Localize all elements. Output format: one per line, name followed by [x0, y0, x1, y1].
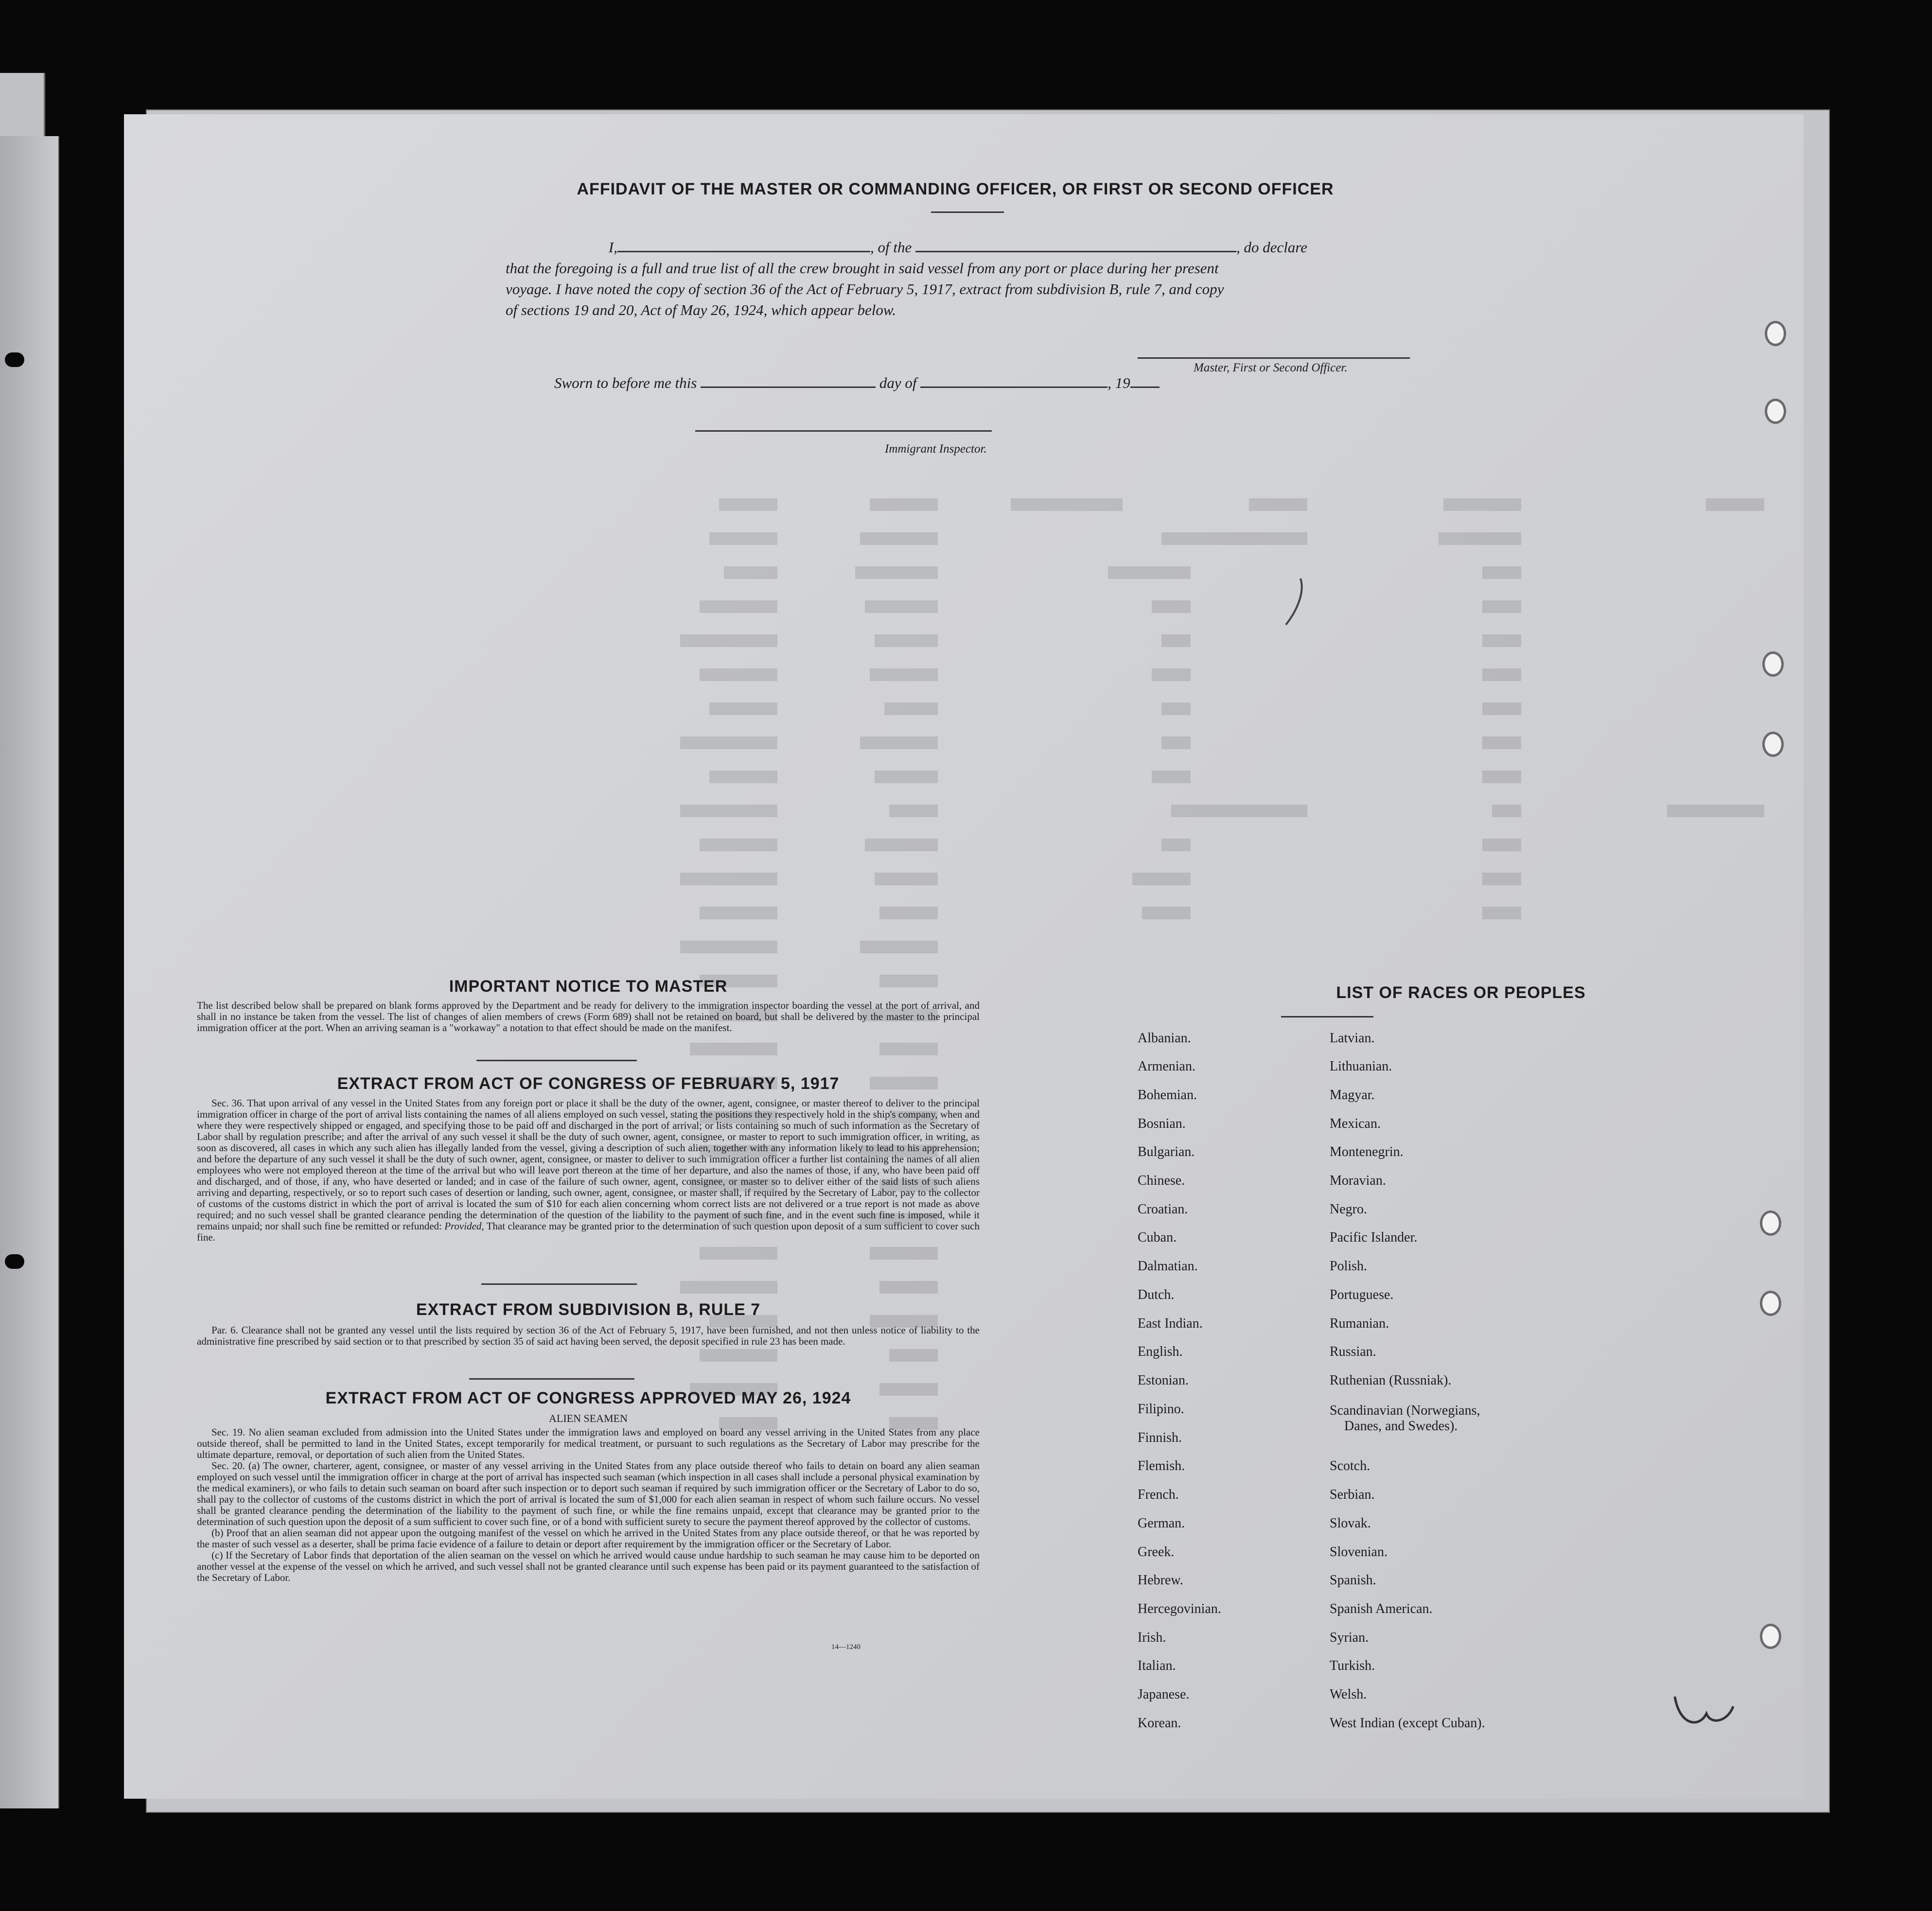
race-item: Ruthenian (Russniak).: [1330, 1373, 1452, 1388]
race-item: Estonian.: [1138, 1373, 1189, 1388]
master-signature-line[interactable]: [1138, 357, 1410, 359]
race-item: Welsh.: [1330, 1687, 1367, 1702]
race-item: Cuban.: [1138, 1230, 1177, 1245]
section-rule: [481, 1283, 637, 1285]
affidavit-line-3: of sections 19 and 20, Act of May 26, 1924, which appear below.: [506, 301, 896, 318]
race-item: West Indian (except Cuban).: [1330, 1716, 1485, 1731]
sec-36-label: Sec. 36.: [211, 1097, 245, 1109]
race-item: Korean.: [1138, 1716, 1181, 1731]
sworn-day-field[interactable]: [701, 386, 876, 388]
race-item: Bosnian.: [1138, 1116, 1186, 1131]
title-rule: [931, 211, 1004, 213]
race-item: Slovenian.: [1330, 1544, 1388, 1560]
races-title: LIST OF RACES OR PEOPLES: [1336, 983, 1586, 1002]
handwritten-mark: [1281, 574, 1310, 632]
race-item: Armenian.: [1138, 1059, 1195, 1074]
sec-36-end: That clearance may be granted prior to the determination of such question upon deposit of a sum sufficient to cover such fine.: [197, 1220, 980, 1243]
race-item: Dutch.: [1138, 1287, 1175, 1302]
extract-1924-title: EXTRACT FROM ACT OF CONGRESS APPROVED MAY 26, 1924: [325, 1389, 851, 1407]
race-item: Filipino.: [1138, 1402, 1184, 1417]
adjacent-page-edge: [0, 136, 59, 1808]
race-item: East Indian.: [1138, 1316, 1203, 1331]
i-label: I,: [608, 239, 617, 256]
race-item: Bulgarian.: [1138, 1144, 1195, 1159]
race-item: Magyar.: [1330, 1087, 1375, 1103]
punch-hole: [1765, 399, 1786, 424]
race-item: Chinese.: [1138, 1173, 1185, 1188]
race-item: Scandinavian (Norwegians,: [1330, 1403, 1480, 1418]
punch-hole: [1765, 321, 1786, 346]
sworn-line: [554, 374, 1159, 392]
sworn-label: Sworn to before me this: [554, 374, 697, 391]
day-of-label: day of: [879, 374, 917, 391]
race-item: Dalmatian.: [1138, 1259, 1198, 1274]
race-item: French.: [1138, 1487, 1179, 1502]
alien-seamen-subtitle: ALIEN SEAMEN: [549, 1412, 628, 1424]
sec-19: [197, 1427, 980, 1460]
sec-20-body: (a) The owner, charterer, agent, consignee, or master of any vessel arriving in the United States from any place outside thereof who fails to detain on board any alien seaman employed on such vessel until the immigration officer in charge at the port of arrival has inspected such seaman (which inspection in all cases shall include a personal physical examination by the medical examiners), or who fails to detain such seaman on board after such inspection or to deport such seaman if required by such immigration officer or the Secretary of Labor to do so, shall pay to the collector of customs of the customs district in which the port of arrival is located the sum of $1,000 for each alien seaman in respect of whom such failure occurs. No vessel shall be granted clearance pending the determination of the liability to the payment of such fine, or while the fine remains unpaid, except that clearance may be granted prior to the determination of such question upon the deposit of a sum sufficient to cover such fine, or of a bond with sufficient surety to secure the payment thereof approved by the collector of customs.: [197, 1460, 980, 1527]
race-item: Lithuanian.: [1330, 1059, 1392, 1074]
race-item: Montenegrin.: [1330, 1144, 1404, 1159]
affidavit-line-2: voyage. I have noted the copy of section 36 of the Act of February 5, 1917, extract from subdivision B, rule 7, and copy: [506, 281, 1224, 298]
sec-20: [197, 1460, 980, 1527]
punch-hole: [1762, 651, 1784, 677]
section-rule: [469, 1378, 634, 1380]
vessel-field[interactable]: [915, 251, 1236, 252]
race-item: Russian.: [1330, 1344, 1376, 1359]
race-item: German.: [1138, 1516, 1185, 1531]
race-item: Albanian.: [1138, 1031, 1191, 1046]
section-rule: [476, 1060, 637, 1061]
sworn-month-field[interactable]: [920, 386, 1107, 388]
race-item: Syrian.: [1330, 1630, 1369, 1645]
extract-1917-title: EXTRACT FROM ACT OF CONGRESS OF FEBRUARY 5, 1917: [337, 1074, 840, 1093]
affidavit-line-1: that the foregoing is a full and true list of all the crew brought in said vessel from any port or place during her present: [506, 260, 1219, 277]
document-page: [124, 114, 1804, 1799]
races-title-rule: [1281, 1016, 1373, 1017]
notice-text: The list described below shall be prepared on blank forms approved by the Department and be ready for delivery to the immigration inspector boarding the vessel at the port of arrival, and shall in no instance be taken from the vessel. The list of changes of alien members of crews (Form 689) shall not be retained on board, but shall be delivered by the master to the principal immigration officer at the port. When an arriving seaman is a "workaway" a notation to that effect should be made on the manifest.: [197, 999, 980, 1034]
form-number: 14—1240: [831, 1643, 861, 1651]
inspector-label: Immigrant Inspector.: [885, 442, 987, 456]
sec-36-body: That upon arrival of any vessel in the United States from any foreign port or place it shall be the duty of the owner, agent, consignee, or master thereof to deliver to the principal immigration officer in charge of the port of arrival lists containing the names of all aliens employed on such vessel, stating the positions they respectively hold in the ship's company, when and where they were respectively shipped or engaged, and specifying those to be paid off and discharged in the port of arrival; or lists containing so much of such information as the Secretary of Labor shall by regulation prescribe; and after the arrival of any such vessel it shall be the duty of such owner, agent, consignee, or master to report to such immigration officer, in writing, as soon as discovered, all cases in which any such alien has illegally landed from the vessel, giving a description of such alien, together with any information likely to lead to his apprehension; and before the departure of any such vessel it shall be the duty of such owner, agent, consignee, or master to deliver to such immigration officer a further list containing the names of all alien employees who were not employed thereon at the time of the arrival but who will leave port thereon at the time of her departure, and also the names of those, if any, who have been paid off and discharged, and of those, if any, who have deserted or landed; and in case of the failure of such owner, agent, consignee, or master so to deliver either of the said lists of such aliens arriving and departing, respectively, or so to report such cases of desertion or landing, such owner, agent, consignee, or master shall, if required by the Secretary of Labor, pay to the collector of customs of the customs district in which the port of arrival is located the sum of $10 for each alien concerning whom correct lists are not delivered or a true report is not made as above required; and no such vessel shall be granted clearance pending the determination of the question of the liability to the payment of such fine, and in the event such fine is imposed, while it remains unpaid; nor shall such fine be remitted or refunded:: [197, 1097, 980, 1232]
punch-hole: [1760, 1624, 1781, 1649]
extract-rule7-title: EXTRACT FROM SUBDIVISION B, RULE 7: [416, 1300, 761, 1319]
race-item: English.: [1138, 1344, 1183, 1359]
race-item: Hercegovinian.: [1138, 1601, 1221, 1616]
binder-hole: [5, 1254, 24, 1269]
handwritten-mark: [1670, 1692, 1738, 1731]
punch-hole: [1760, 1291, 1781, 1316]
race-item: Latvian.: [1330, 1031, 1375, 1046]
race-item: Spanish.: [1330, 1573, 1376, 1588]
extract-rule7-text: Par. 6. Clearance shall not be granted any vessel until the lists required by section 36 of the Act of February 5, 1917, have been furnished, and not then unless notice of liability to the administrative fine prescribed by said section or to that prescribed by section 35 of said act having been served, the deposit specified in rule 23 has been made.: [197, 1324, 980, 1347]
provided-label: Provided,: [444, 1220, 484, 1232]
race-item: Finnish.: [1138, 1430, 1182, 1445]
race-item: Hebrew.: [1138, 1573, 1183, 1588]
race-item: Serbian.: [1330, 1487, 1375, 1502]
race-item: Rumanian.: [1330, 1316, 1389, 1331]
sec-20-c: (c) If the Secretary of Labor finds that deportation of the alien seaman on the vessel on which he arrived would cause undue hardship to such seaman he may cause him to be deported on another vessel at the expense of the vessel on which he arrived, and such vessel shall not be granted clearance until such expense has been paid or its payment guaranteed to the satisfaction of the Secretary of Labor.: [197, 1549, 980, 1583]
binder-hole: [5, 352, 24, 367]
notice-title: IMPORTANT NOTICE TO MASTER: [449, 977, 728, 996]
race-item: Danes, and Swedes).: [1344, 1419, 1458, 1434]
punch-hole: [1760, 1210, 1781, 1236]
race-item: Japanese.: [1138, 1687, 1190, 1702]
race-item: Greek.: [1138, 1544, 1175, 1560]
race-item: Slovak.: [1330, 1516, 1371, 1531]
sec-20-label: Sec. 20.: [211, 1460, 245, 1472]
race-item: Irish.: [1138, 1630, 1166, 1645]
race-item: Turkish.: [1330, 1658, 1375, 1673]
sec-19-body: No alien seaman excluded from admission into the United States under the immigration laws and employed on board any vessel arriving in the United States from any place outside thereof, shall be permitted to land in the United States, except temporarily for medical treatment, or pursuant to such regulations as the Secretary of Labor may prescribe for the ultimate departure, removal, or deportation of such alien from the United States.: [197, 1426, 980, 1460]
race-item: Pacific Islander.: [1330, 1230, 1418, 1245]
extract-1924-text: [197, 1427, 980, 1583]
race-item: Spanish American.: [1330, 1601, 1433, 1616]
race-item: Bohemian.: [1138, 1087, 1197, 1103]
extract-1917-text: [197, 1098, 980, 1243]
affidavit-body: [506, 237, 1449, 320]
race-item: Negro.: [1330, 1202, 1367, 1217]
year-label: , 19: [1107, 374, 1130, 391]
race-item: Italian.: [1138, 1658, 1176, 1673]
sec-19-label: Sec. 19.: [211, 1426, 246, 1438]
inspector-signature-line[interactable]: [695, 430, 992, 432]
punch-hole: [1762, 732, 1784, 757]
affidavit-title: AFFIDAVIT OF THE MASTER OR COMMANDING OFFICER, OR FIRST OR SECOND OFFICER: [577, 180, 1334, 198]
race-item: Moravian.: [1330, 1173, 1386, 1188]
race-item: Portuguese.: [1330, 1287, 1394, 1302]
master-signature-label: Master, First or Second Officer.: [1194, 361, 1348, 374]
affidavit-declaration-line: [506, 237, 1449, 258]
race-item: Scotch.: [1330, 1458, 1370, 1473]
of-the-label: , of the: [870, 239, 912, 256]
race-item: Croatian.: [1138, 1202, 1188, 1217]
name-field[interactable]: [617, 251, 870, 252]
sworn-year-field[interactable]: [1130, 386, 1159, 388]
sec-20-b: (b) Proof that an alien seaman did not appear upon the outgoing manifest of the vessel on which he arrived in the United States from any place outside thereof, or that he was reported by the master of such vessel as a deserter, shall be prima facie evidence of a failure to detain or deport after requirement by the immigration officer or the Secretary of Labor.: [197, 1527, 980, 1550]
race-item: Mexican.: [1330, 1116, 1381, 1131]
race-item: Flemish.: [1138, 1458, 1185, 1473]
race-item: Polish.: [1330, 1259, 1368, 1274]
do-declare-label: , do declare: [1236, 239, 1308, 256]
